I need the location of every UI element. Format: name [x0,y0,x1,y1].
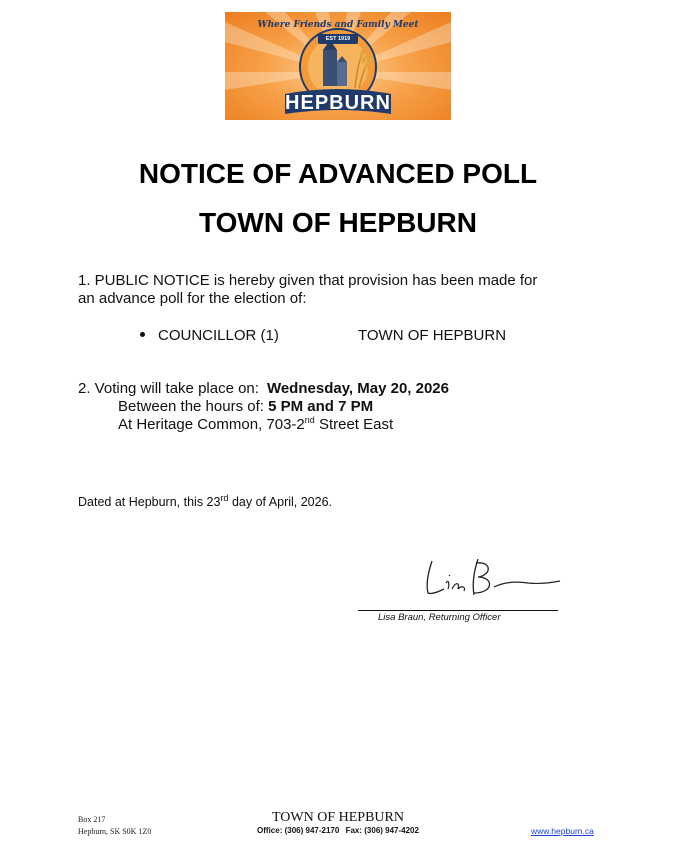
location-prefix: At Heritage Common, 703-2 [118,416,305,433]
hours-value: 5 PM and 7 PM [268,398,374,415]
hepburn-logo [225,12,451,120]
public-notice-line-1: 1. PUBLIC NOTICE is hereby given that provision has been made for [78,272,538,289]
hours-label: Between the hours of: [118,398,264,415]
office-phone: (306) 947-2170 [284,826,340,835]
signature [418,553,563,603]
voting-date-line [78,380,449,397]
dated-line [78,492,333,509]
dated-prefix: Dated at Hepburn, this 23 [78,495,221,509]
logo-tagline: Where Friends and Family Meet [257,20,419,30]
fax-phone: (306) 947-4202 [364,826,419,835]
voting-location-line [118,416,393,433]
notice-title: NOTICE OF ADVANCED POLL [138,158,538,189]
footer-box: Box 217 [78,815,106,824]
logo-badge: EST 1919 [325,36,351,42]
website-link[interactable]: www.hepburn.ca [531,826,594,836]
signature-graphic [418,553,563,603]
dated-suffix: day of April, 2026. [228,495,333,509]
voting-label: 2. Voting will take place on: [78,380,259,397]
footer-address: Hepburn, SK S0K 1Z0 [78,827,152,836]
location-sup: nd [304,415,315,425]
logo-name: HEPBURN [285,92,391,114]
position-bullet [140,327,279,344]
fax-label: Fax: [345,826,363,835]
voting-hours-line [118,398,373,415]
position-jurisdiction: TOWN OF HEPBURN [358,327,507,344]
public-notice-line-2: an advance poll for the election of: [78,290,307,307]
signature-caption: Lisa Braun, Returning Officer [378,612,501,623]
notice-subtitle: TOWN OF HEPBURN [199,207,477,238]
location-suffix: Street East [314,416,394,433]
office-label: Office: [257,826,283,835]
dated-sup: rd [220,492,229,503]
position-name: COUNCILLOR (1) [158,327,279,344]
footer-town: TOWN OF HEPBURN [272,810,404,825]
signature-line [358,610,558,611]
bullet-icon [140,332,145,337]
voting-date: Wednesday, May 20, 2026 [266,380,449,397]
